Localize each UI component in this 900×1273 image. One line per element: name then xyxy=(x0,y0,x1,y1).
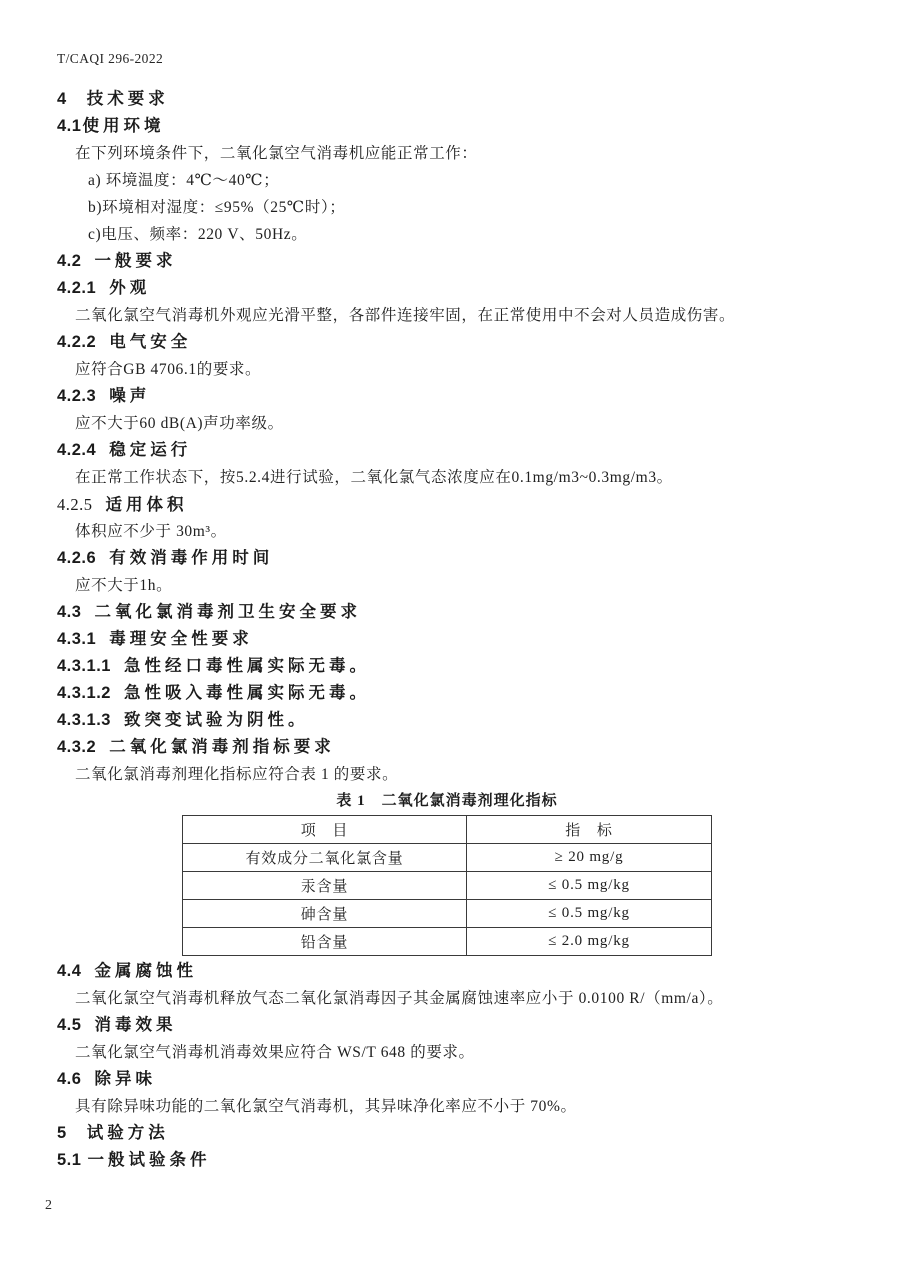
table-cell-item: 砷含量 xyxy=(183,900,467,928)
heading-4-3-2 xyxy=(57,734,845,761)
heading-4-2-4-number: 4.2.4 xyxy=(57,441,97,459)
heading-4-2 xyxy=(57,248,845,275)
heading-4-2-3-title: 噪声 xyxy=(109,387,151,405)
table-cell-value: ≤ 0.5 mg/kg xyxy=(467,900,712,928)
para-4-2-6: 应不大于1h。 xyxy=(75,577,173,594)
heading-5-title: 试验方法 xyxy=(86,1124,169,1142)
heading-4-1-title: 使用环境 xyxy=(82,117,165,135)
list-item-b: b)环境相对湿度：≤95%（25℃时）； xyxy=(88,199,346,216)
heading-4-3-1-1 xyxy=(57,653,845,680)
para-4-2-5: 体积应不少于 30m³。 xyxy=(75,523,227,540)
para-4-2-3: 应不大于60 dB(A)声功率级。 xyxy=(75,415,284,432)
para-4-4: 二氧化氯空气消毒机释放气态二氧化氯消毒因子其金属腐蚀速率应小于 0.0100 R/（mm/a）。 xyxy=(75,990,724,1007)
heading-4-2-5-title: 适用体积 xyxy=(105,496,188,514)
heading-4-4 xyxy=(57,958,845,985)
heading-4-number: 4 xyxy=(57,90,67,108)
para-4-3-2: 二氧化氯消毒剂理化指标应符合表 1 的要求。 xyxy=(75,766,399,783)
heading-4-2-4 xyxy=(57,437,845,464)
table-row xyxy=(183,900,712,928)
heading-5-number: 5 xyxy=(57,1124,67,1142)
table-cell-item: 有效成分二氧化氯含量 xyxy=(183,844,467,872)
heading-4-2-6 xyxy=(57,545,845,572)
list-item-a: a) 环境温度：4℃～40℃； xyxy=(88,172,280,189)
table-1-header-item: 项 目 xyxy=(183,816,467,844)
table-cell-value: ≤ 2.0 mg/kg xyxy=(467,928,712,956)
table-cell-value: ≥ 20 mg/g xyxy=(467,844,712,872)
table-1 xyxy=(182,815,712,956)
table-cell-value: ≤ 0.5 mg/kg xyxy=(467,872,712,900)
para-4-2-1: 二氧化氯空气消毒机外观应光滑平整，各部件连接牢固，在正常使用中不会对人员造成伤害。 xyxy=(75,307,736,324)
heading-4-3-1-3-title: 致突变试验为阴性。 xyxy=(123,711,309,729)
heading-4-2-1-title: 外观 xyxy=(109,279,151,297)
heading-5-1-title: 一般试验条件 xyxy=(87,1151,211,1169)
table-cell-item: 铅含量 xyxy=(183,928,467,956)
heading-4-2-number: 4.2 xyxy=(57,252,82,270)
heading-4-5-number: 4.5 xyxy=(57,1016,82,1034)
heading-4-2-3-number: 4.2.3 xyxy=(57,387,97,405)
heading-4-3-1 xyxy=(57,626,845,653)
table-1-header-indicator: 指 标 xyxy=(467,816,712,844)
heading-4-2-5 xyxy=(57,491,845,518)
heading-4-2-1-number: 4.2.1 xyxy=(57,279,97,297)
heading-4-3 xyxy=(57,599,845,626)
heading-5 xyxy=(57,1120,845,1147)
table-row xyxy=(183,872,712,900)
heading-4-3-title: 二氧化氯消毒剂卫生安全要求 xyxy=(94,603,361,621)
para-4-5: 二氧化氯空气消毒机消毒效果应符合 WS/T 648 的要求。 xyxy=(75,1044,475,1061)
heading-4-6 xyxy=(57,1066,845,1093)
heading-4-2-2-number: 4.2.2 xyxy=(57,333,97,351)
para-4-2-2: 应符合GB 4706.1的要求。 xyxy=(75,361,262,378)
heading-4-title: 技术要求 xyxy=(86,90,169,108)
heading-4-3-1-2-number: 4.3.1.2 xyxy=(57,684,111,702)
heading-4-2-3 xyxy=(57,383,845,410)
heading-4-3-1-title: 毒理安全性要求 xyxy=(109,630,253,648)
para-4-1: 在下列环境条件下，二氧化氯空气消毒机应能正常工作： xyxy=(75,145,478,162)
heading-4-2-1 xyxy=(57,275,845,302)
table-row xyxy=(183,928,712,956)
para-4-6: 具有除异味功能的二氧化氯空气消毒机，其异味净化率应不小于 70%。 xyxy=(75,1098,577,1115)
list-item-c: c)电压、频率：220 V、50Hz。 xyxy=(88,226,308,243)
heading-5-1 xyxy=(57,1147,845,1174)
para-4-2-4: 在正常工作状态下，按5.2.4进行试验，二氧化氯气态浓度应在0.1mg/m3~0.3mg/m3。 xyxy=(75,469,673,486)
heading-4-3-1-3-number: 4.3.1.3 xyxy=(57,711,111,729)
page-number: 2 xyxy=(45,1198,52,1213)
heading-4-6-title: 除异味 xyxy=(94,1070,156,1088)
table-row xyxy=(183,844,712,872)
heading-4-3-number: 4.3 xyxy=(57,603,82,621)
heading-4-2-2 xyxy=(57,329,845,356)
heading-4-5-title: 消毒效果 xyxy=(94,1016,177,1034)
heading-4-4-title: 金属腐蚀性 xyxy=(94,962,197,980)
heading-4-5 xyxy=(57,1012,845,1039)
heading-5-1-number: 5.1 xyxy=(57,1151,82,1169)
heading-4-3-1-3 xyxy=(57,707,845,734)
heading-4-3-1-2 xyxy=(57,680,845,707)
table-1-caption: 表 1 二氧化氯消毒剂理化指标 xyxy=(336,793,558,809)
heading-4-3-1-1-number: 4.3.1.1 xyxy=(57,657,111,675)
heading-4-3-1-2-title: 急性吸入毒性属实际无毒。 xyxy=(123,684,370,702)
heading-4-2-4-title: 稳定运行 xyxy=(109,441,192,459)
heading-4-2-title: 一般要求 xyxy=(94,252,177,270)
heading-4-1 xyxy=(57,113,845,140)
running-header: T/CAQI 296-2022 xyxy=(57,51,164,66)
table-1-header-row xyxy=(183,816,712,844)
page-content xyxy=(57,86,845,1174)
heading-4-3-2-title: 二氧化氯消毒剂指标要求 xyxy=(109,738,335,756)
heading-4 xyxy=(57,86,845,113)
heading-4-3-2-number: 4.3.2 xyxy=(57,738,97,756)
heading-4-2-6-title: 有效消毒作用时间 xyxy=(109,549,274,567)
heading-4-3-1-number: 4.3.1 xyxy=(57,630,97,648)
heading-4-2-2-title: 电气安全 xyxy=(109,333,192,351)
heading-4-2-6-number: 4.2.6 xyxy=(57,549,97,567)
heading-4-6-number: 4.6 xyxy=(57,1070,82,1088)
heading-4-3-1-1-title: 急性经口毒性属实际无毒。 xyxy=(123,657,370,675)
table-cell-item: 汞含量 xyxy=(183,872,467,900)
heading-4-1-number: 4.1 xyxy=(57,117,82,135)
heading-4-4-number: 4.4 xyxy=(57,962,82,980)
heading-4-2-5-number: 4.2.5 xyxy=(57,495,93,514)
